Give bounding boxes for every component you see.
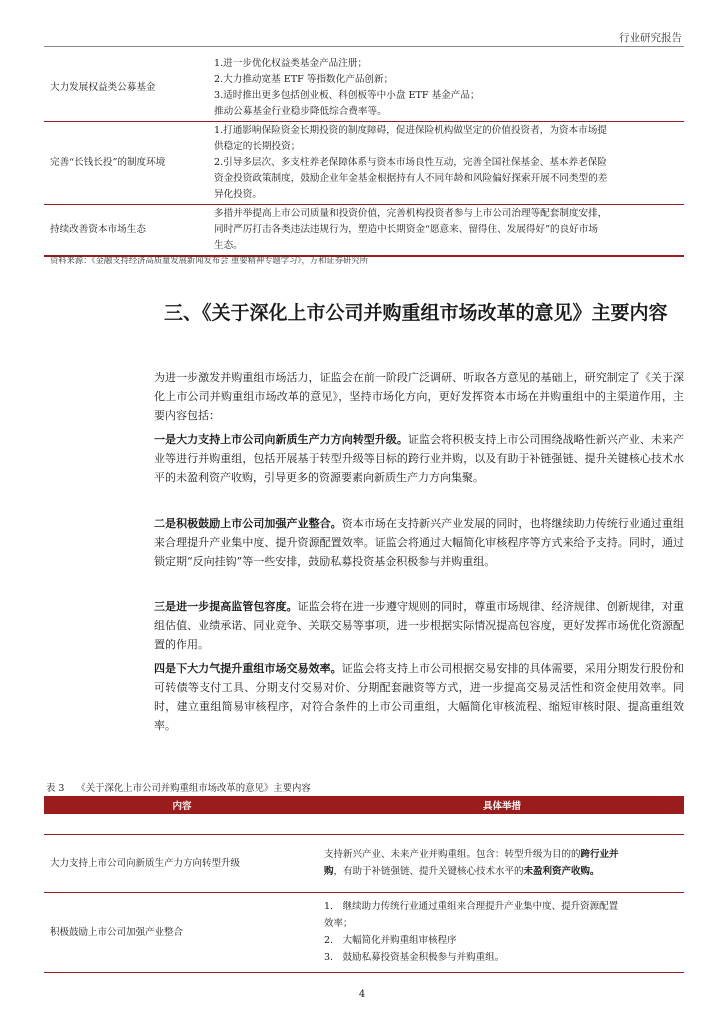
table-spacer-row bbox=[44, 814, 684, 834]
measure-highlight: 购 bbox=[324, 866, 334, 877]
table-cell-item: 持续改善资本市场生态 bbox=[50, 224, 146, 235]
measure-line: 2.大力推动宽基 ETF 等指数化产品创新； bbox=[214, 74, 394, 85]
measure-line: 1. 继续助力传统行业通过重组来合理提升产业集中度、提升资源配置 bbox=[324, 901, 619, 912]
point-text: 证监会将支持上市公司根据交易安排的具体需要，采用分期发行股份和可转债等支付工具、分期支付交易对价、分期配套融资等方式，进一步提高交易灵活性和资金使用效率。同时，建立重组简易审核程序，对符合条件的上市公司重组，大幅简化审核流程、缩短审核时限、提高重组效率。 bbox=[154, 662, 685, 732]
table-row bbox=[44, 55, 684, 122]
report-header-label: 行业研究报告 bbox=[619, 32, 682, 44]
table-row bbox=[44, 205, 684, 257]
measure-text: ，有助于补链强链、提升关键核心技术水平的 bbox=[333, 866, 524, 877]
measure-line: 同时严厉打击各类违法违规行为，塑造中长期资金“愿意来、留得住、发展得好”的良好市场 bbox=[214, 224, 598, 235]
table-cell-item: 完善“长钱长投”的制度环境 bbox=[50, 157, 166, 168]
table-source-note: 资料来源：《金融支持经济高质量发展新闻发布会 重要精神专题学习》，万和证券研究所 bbox=[50, 255, 368, 265]
header-rule bbox=[44, 46, 684, 47]
header-content: 内容 bbox=[44, 796, 320, 814]
measure-highlight: 未盈利资产收购。 bbox=[523, 866, 600, 877]
measure-line: 资金投资政策制度，鼓励企业年金基金根据持有人不同年龄和风险偏好探索开展不同类型的差 bbox=[214, 173, 608, 184]
table-number: 表 3 bbox=[46, 783, 65, 794]
point-heading: 一是大力支持上市公司向新质生产力方向转型升级。 bbox=[154, 433, 408, 446]
table-row bbox=[44, 892, 684, 972]
point-heading: 三是进一步提高监管包容度。 bbox=[154, 600, 298, 613]
measure-line: 生态。 bbox=[214, 240, 243, 251]
measure-line: 推动公募基金行业稳步降低综合费率等。 bbox=[214, 106, 387, 117]
measure-line: 1.进一步优化权益类基金产品注册； bbox=[214, 58, 368, 69]
table-cell-item: 大力发展权益类公募基金 bbox=[50, 82, 156, 93]
measure-line: 1.打通影响保险资金长期投资的制度障碍，促进保险机构做坚定的价值投资者，为资本市场提 bbox=[214, 125, 607, 136]
measure-text: 支持新兴产业、未来产业并购重组。包含：转型升级为目的的 bbox=[324, 849, 581, 860]
table-cell-measures bbox=[210, 55, 684, 122]
measure-line: 2.引导多层次、多支柱养老保障体系与资本市场良性互动，完善全国社保基金、基本养老保险 bbox=[214, 157, 607, 168]
section-heading: 三、《关于深化上市公司并购重组市场改革的意见》主要内容 bbox=[164, 302, 668, 324]
point-text: 证监会将在进一步遵守规则的同时，尊重市场规律、经济规律、创新规律，对重组估值、业绩承诺、同业竞争、关联交易等事项，进一步根据实际情况提高包容度，更好发挥市场优化资源配置的作用。 bbox=[154, 600, 685, 651]
point-paragraph-3 bbox=[154, 597, 684, 654]
table-cell-item: 大力支持上市公司向新质生产力方向转型升级 bbox=[50, 857, 241, 869]
point-text: 资本市场在支持新兴产业发展的同时，也将继续助力传统行业通过重组来合理提升产业集中度、提升资源配置效率。证监会将通过大幅简化审核程序等方式来给予支持。同时，通过锁定期“反向挂钩”等一些安排，鼓励私募投资基金积极参与并购重组。 bbox=[154, 517, 685, 568]
measure-line: 效率； bbox=[324, 918, 353, 929]
point-paragraph-2 bbox=[154, 514, 684, 571]
table-row bbox=[44, 834, 684, 892]
table-title: 《关于深化上市公司并购重组市场改革的意见》主要内容 bbox=[76, 783, 311, 794]
table-cell-measures bbox=[210, 122, 684, 205]
policy-table-continued bbox=[44, 55, 684, 257]
table-caption bbox=[46, 780, 311, 794]
intro-paragraph bbox=[154, 368, 684, 425]
table-cell-measures bbox=[320, 834, 684, 892]
table-cell-item: 积极鼓励上市公司加强产业整合 bbox=[50, 926, 184, 938]
table-row bbox=[44, 122, 684, 205]
header-measures: 具体举措 bbox=[320, 796, 684, 814]
measure-line: 3.适时推出更多包括创业板、科创板等中小盘 ETF 基金产品； bbox=[214, 90, 480, 101]
point-paragraph-1 bbox=[154, 430, 684, 487]
measure-line: 3. 鼓励私募投资基金积极参与并购重组。 bbox=[324, 952, 505, 963]
table-header-row bbox=[44, 796, 684, 814]
intro-text: 为进一步激发并购重组市场活力，证监会在前一阶段广泛调研、听取各方意见的基础上，研究制定了《关于深化上市公司并购重组市场改革的意见》，坚持市场化方向，更好发挥资本市场在并购重组中的主渠道作用，主要内容包括： bbox=[154, 371, 684, 422]
point-text: 证监会将积极支持上市公司围绕战略性新兴产业、未来产业等进行并购重组，包括开展基于转型升级等目标的跨行业并购，以及有助于补链强链、提升关键核心技术水平的未盈利资产收购，引导更多的资源要素向新质生产力方向集聚。 bbox=[154, 433, 685, 484]
table-cell-measures bbox=[210, 205, 684, 257]
merger-reform-table bbox=[44, 796, 684, 973]
point-heading: 二是积极鼓励上市公司加强产业整合。 bbox=[154, 517, 342, 530]
measure-highlight: 跨行业并 bbox=[580, 849, 619, 860]
measure-line: 供稳定的长期投资； bbox=[214, 141, 301, 152]
table-cell-measures bbox=[320, 892, 684, 972]
measure-line: 多措并举提高上市公司质量和投资价值，完善机构投资者参与上市公司治理等配套制度安排， bbox=[214, 208, 608, 219]
point-heading: 四是下大力气提升重组市场交易效率。 bbox=[154, 662, 342, 675]
point-paragraph-4 bbox=[154, 659, 684, 735]
measure-line: 异化投资。 bbox=[214, 189, 262, 200]
page-number: 4 bbox=[358, 989, 366, 1000]
measure-line: 2. 大幅简化并购重组审核程序 bbox=[324, 935, 457, 946]
